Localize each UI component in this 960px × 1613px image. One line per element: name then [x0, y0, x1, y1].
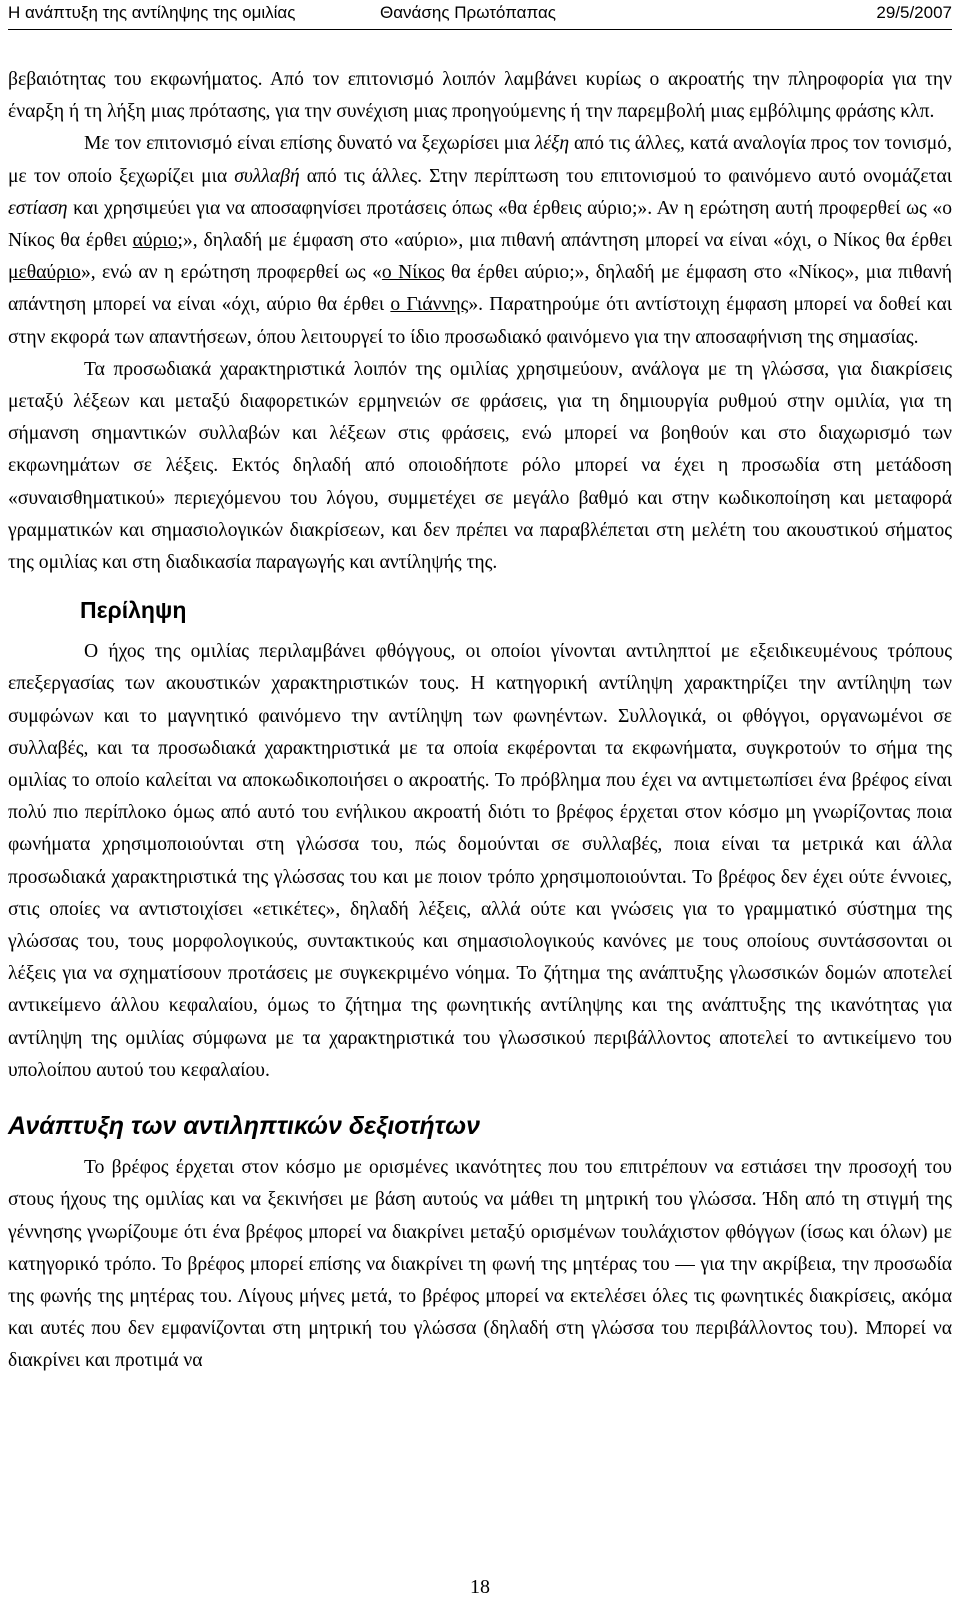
header-date: 29/5/2007: [876, 3, 952, 22]
emphasis-focus: εστίαση: [8, 197, 68, 219]
paragraph-2: Με τον επιτονισμό είναι επίσης δυνατό να ξεχωρίσει μια λέξη από τις άλλες, κατά αναλογία προς τον τονισμό, με τον οποίο ξεχωρίζει μια συλλαβή από τις άλλες. Στην περίπτωση του επιτονισμού το φαινόμενο αυτό ονομάζεται εστίαση και χρησιμεύει για να αποσαφηνίσει προτάσεις όπως «θα έρθεις αύριο;». Αν η ερώτηση αυτή προφερθεί ως «ο Νίκος θα έρθει αύριο;», δηλαδή με έμφαση στο «αύριο», μια πιθανή απάντηση μπορεί να είναι «όχι, ο Νίκος θα έρθει μεθαύριο», ενώ αν η ερώτηση προφερθεί ως «ο Νίκος θα έρθει αύριο;», δηλαδή με έμφαση στο «Νίκος», μια πιθανή απάντηση μπορεί να είναι «όχι, αύριο θα έρθει ο Γιάννης». Παρατηρούμε ότι αντίστοιχη έμφαση μπορεί να δοθεί και στην εκφορά των απαντήσεων, όπου λειτουργεί το ίδιο προσωδιακό φαινόμενο για την αποσαφήνιση της σημασίας.: [8, 133, 953, 348]
header-title: Η ανάπτυξη της αντίληψης της ομιλίας: [8, 3, 296, 22]
section-heading-summary: Περίληψη: [80, 597, 187, 624]
paragraph-5: Το βρέφος έρχεται στον κόσμο με ορισμένες ικανότητες που του επιτρέπουν να εστιάσει την προσοχή του στους ήχους της ομιλίας και να ξεκινήσει με βάση αυτούς να μάθει τη μητρική του γλώσσα. Ήδη από τη στιγμή της γέννησης γνωρίζουμε ότι ένα βρέφος μπορεί να διακρίνει μεταξύ ορισμένων τουλάχιστον φθόγγων (ίσως και όλων) με κατηγορικό τρόπο. Το βρέφος μπορεί επίσης να διακρίνει τη φωνή της μητέρας του — για την ακρίβεια, την προσωδία της φωνής της μητέρας του. Λίγους μήνες μετά, το βρέφος μπορεί να εκτελέσει όλες τις φωνητικές διακρίσεις, ακόμα και αυτές που δεν εμφανίζονται στη μητρική του γλώσσα (δηλαδή στη γλώσσα του περιβάλλοντος του). Μπορεί να διακρίνει και προτιμά να: [8, 1157, 952, 1372]
underlined-text: ο Νίκος: [381, 262, 445, 284]
page-number: 18: [470, 1576, 490, 1598]
underlined-text: αύριο: [132, 230, 178, 252]
underlined-text: μεθαύριο: [8, 262, 81, 284]
header-author: Θανάσης Πρωτόπαπας: [380, 3, 556, 22]
paragraph-3: Τα προσωδιακά χαρακτηριστικά λοιπόν της ομιλίας χρησιμεύουν, ανάλογα με τη γλώσσα, για διακρίσεις μεταξύ λέξεων και μεταξύ διαφορετικών ερμηνειών σε φράσεις, για τη δημιουργία ρυθμού στην ομιλία, για τη σήμανση σημαντικών συλλαβών και λέξεων στις φράσεις, ενώ μπορεί να βοηθούν και στο διαχωρισμό των εκφωνημάτων σε λέξεις. Εκτός δηλαδή από οποιοδήποτε ρόλο μπορεί να έχει η προσωδία στη μετάδοση «συναισθηματικού» περιεχόμενου του λόγου, συμμετέχει σε μεγάλο βαθμό και στην κωδικοποίηση και μεταφορά γραμματικών και σημασιολογικών διακρίσεων, και δεν πρέπει να παραβλέπεται στη μελέτη του ακουστικού σήματος της ομιλίας και στη διαδικασία παραγωγής και αντίληψής της.: [8, 358, 952, 574]
paragraph-4: Ο ήχος της ομιλίας περιλαμβάνει φθόγγους, οι οποίοι γίνονται αντιληπτοί με εξειδικευμένους τρόπους επεξεργασίας των ακουστικών χαρακτηριστικών τους. Η κατηγορική αντίληψη χαρακτηρίζει την αντίληψη των συμφώνων και το μαγνητικό φαινόμενο την αντίληψη των φωνηέντων. Συλλογικά, οι φθόγγοι, οργανωμένοι σε συλλαβές, και τα προσωδιακά χαρακτηριστικά με τα οποία εκφέρονται τα εκφωνήματα, συγκροτούν το σήμα της ομιλίας το οποίο καλείται να αποκωδικοποιήσει ο ακροατής. Το πρόβλημα που έχει να αντιμετωπίσει ένα βρέφος είναι πολύ πιο περίπλοκο όμως από αυτό του ενήλικου ακροατή διότι το βρέφος έρχεται στον κόσμο μη γνωρίζοντας ποια φωνήματα χρησιμοποιούνται στη γλώσσα του, πώς δομούνται σε συλλαβές, ποια είναι τα μετρικά και άλλα προσωδιακά χαρακτηριστικά της γλώσσας του και με ποιον τρόπο χρησιμοποιούνται. Το βρέφος δεν έχει ούτε έννοιες, στις οποίες να αντιστοιχίσει «ετικέτες», δηλαδή λέξεις, αλλά ούτε και γνώσεις για το γραμματικό σύστημα της γλώσσας του, τους μορφολογικούς, συντακτικούς και σημασιολογικούς κανόνες με τους οποίους συντάσσονται οι λέξεις για να σχηματίσουν προτάσεις με συγκεκριμένο νόημα. Το ζήτημα της ανάπτυξης γλωσσικών δομών αποτελεί αντικείμενο άλλου κεφαλαίου, όμως το ζήτημα της φωνητικής αντίληψης και της ανάπτυξης της ικανότητας για αντίληψη της ομιλίας σύμφωνα με τα χαρακτηριστικά του γλωσσικού περιβάλλοντος αποτελεί το αντικείμενο του υπολοίπου αυτού του κεφαλαίου.: [8, 641, 952, 1081]
page-body: [8, 64, 952, 1378]
emphasis-word: λέξη: [534, 133, 570, 155]
emphasis-syllable: συλλαβή: [234, 165, 300, 187]
paragraph-1: βεβαιότητας του εκφωνήματος. Από τον επιτονισμό λοιπόν λαμβάνει κυρίως ο ακροατής την πληροφορία για την έναρξη ή τη λήξη μιας πρότασης, για την συνέχιση μιας προηγούμενης ή την παρεμβολή μιας εμβόλιμης φράσης κλπ.: [8, 69, 952, 123]
underlined-text: ο Γιάννης: [390, 294, 469, 316]
section-heading-development: Ανάπτυξη των αντιληπτικών δεξιοτήτων: [8, 1112, 480, 1141]
running-header: [8, 3, 952, 29]
header-rule: [8, 29, 952, 30]
